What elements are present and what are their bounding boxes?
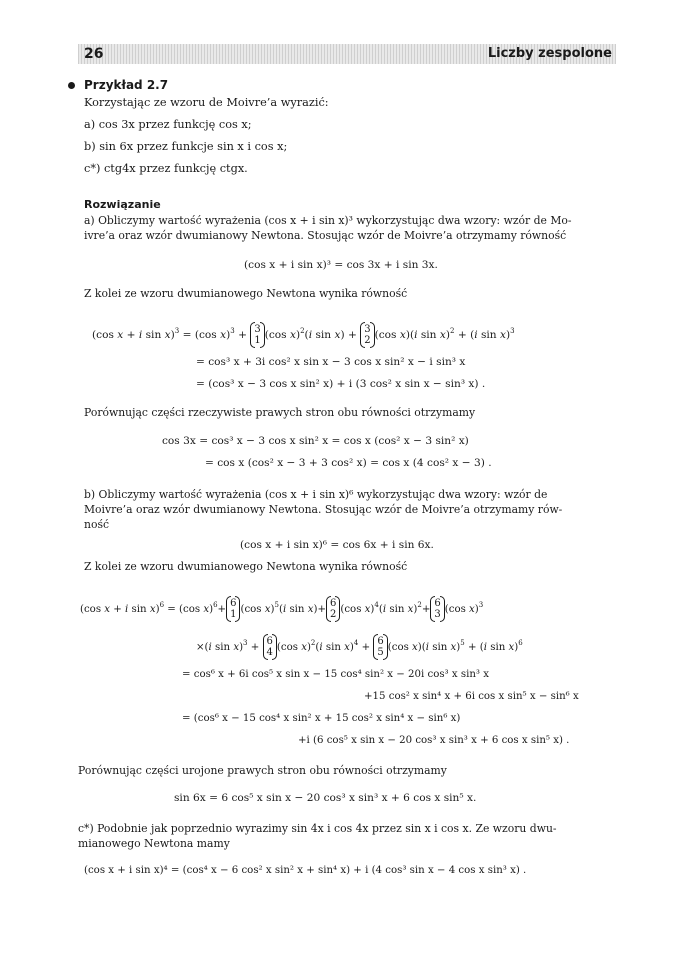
- example-title: Przykład 2.7: [84, 78, 169, 92]
- b-eq-2-line-4: +15 cos² x sin⁴ x + 6i cos x sin⁵ x − sin⁶ x: [364, 691, 579, 702]
- binomial-3-2: 3 2: [360, 324, 374, 346]
- binomial-3-1: 3 1: [250, 324, 264, 346]
- a-eq-3-line-1: cos 3x = cos³ x − 3 cos x sin² x = cos x (cos² x − 3 sin² x): [162, 435, 469, 447]
- binomial-6-2: 6 2: [326, 598, 340, 620]
- solution-heading: Rozwiązanie: [84, 198, 161, 211]
- binomial-6-3: 6 3: [430, 598, 444, 620]
- b-eq-2-line-1: (cos x + i sin x)$^6$ = (cos x)$^6$+ 6 1 (cos x)$^5$(i sin x)+ 6 2 (cos x)$^4$(i sin x)$^2$+ 6 3 (cos x)$^3$: [80, 598, 484, 620]
- b-text-4: Z kolei ze wzoru dwumianowego Newtona wynika równość: [84, 560, 408, 573]
- c-eq-1: (cos x + i sin x)⁴ = (cos⁴ x − 6 cos² x sin² x + sin⁴ x) + i (4 cos³ sin x − 4 cos x sin³ x) .: [84, 865, 527, 876]
- b-eq-2-line-6: +i (6 cos⁵ x sin x − 20 cos³ x sin³ x + 6 cos x sin⁵ x) .: [298, 735, 570, 746]
- example-item-a: a) cos 3x przez funkcję cos x;: [84, 118, 252, 131]
- c-text-1: c*) Podobnie jak poprzednio wyrazimy sin 4x i cos 4x przez sin x i cos x. Ze wzoru dwu-: [78, 822, 557, 835]
- a-text-2: ivre’a oraz wzór dwumianowy Newtona. Stosując wzór de Moivre’a otrzymamy równość: [84, 229, 567, 242]
- binomial-6-1: 6 1: [226, 598, 240, 620]
- c-text-2: mianowego Newtona mamy: [78, 837, 230, 850]
- a-eq-1: (cos x + i sin x)³ = cos 3x + i sin 3x.: [244, 259, 438, 271]
- example-intro: Korzystając ze wzoru de Moivre’a wyrazić:: [84, 96, 329, 109]
- b-text-5: Porównując części urojone prawych stron obu równości otrzymamy: [78, 764, 447, 777]
- page-number: 26: [84, 46, 104, 62]
- binomial-6-5: 6 5: [373, 636, 387, 658]
- bullet-icon: [68, 82, 75, 89]
- running-header: [78, 44, 616, 64]
- a-text-3: Z kolei ze wzoru dwumianowego Newtona wynika równość: [84, 287, 408, 300]
- b-text-2: Moivre’a oraz wzór dwumianowy Newtona. Stosując wzór de Moivre’a otrzymamy rów-: [84, 503, 563, 516]
- b-text-1: b) Obliczymy wartość wyrażenia (cos x + i sin x)⁶ wykorzystując dwa wzory: wzór de: [84, 488, 548, 501]
- b-eq-3: sin 6x = 6 cos⁵ x sin x − 20 cos³ x sin³ x + 6 cos x sin⁵ x.: [174, 792, 477, 804]
- b-eq-2-line-3: = cos⁶ x + 6i cos⁵ x sin x − 15 cos⁴ sin² x − 20i cos³ x sin³ x: [182, 669, 489, 680]
- b-eq-1: (cos x + i sin x)⁶ = cos 6x + i sin 6x.: [240, 539, 434, 551]
- example-item-b: b) sin 6x przez funkcje sin x i cos x;: [84, 140, 288, 153]
- a-eq-3-line-2: = cos x (cos² x − 3 + 3 cos² x) = cos x (4 cos² x − 3) .: [205, 457, 492, 469]
- chapter-title: Liczby zespolone: [487, 46, 612, 61]
- example-item-c: c*) ctg4x przez funkcję ctgx.: [84, 162, 248, 175]
- a-eq-2-line-2: = cos³ x + 3i cos² x sin x − 3 cos x sin² x − i sin³ x: [196, 356, 466, 368]
- a-text-4: Porównując części rzeczywiste prawych stron obu równości otrzymamy: [84, 406, 476, 419]
- a-eq-2-line-3: = (cos³ x − 3 cos x sin² x) + i (3 cos² x sin x − sin³ x) .: [196, 378, 486, 390]
- binomial-6-4: 6 4: [263, 636, 277, 658]
- b-eq-2-line-5: = (cos⁶ x − 15 cos⁴ x sin² x + 15 cos² x sin⁴ x − sin⁶ x): [182, 713, 461, 724]
- a-text-1: a) Obliczymy wartość wyrażenia (cos x + i sin x)³ wykorzystując dwa wzory: wzór de Mo-: [84, 214, 572, 227]
- a-eq-2-line-1: (cos x + i sin x)$^3$ = (cos x)$^3$ + 3 1 (cos x)$^2$(i sin x) + 3 2 (cos x)(i sin x)$^2$ + (i sin x)$^3$: [92, 324, 515, 346]
- b-eq-2-line-2: ×(i sin x)$^3$ + 6 4 (cos x)$^2$(i sin x)$^4$ + 6 5 (cos x)(i sin x)$^5$ + (i sin x)$^6$: [196, 636, 523, 658]
- b-text-3: ność: [84, 518, 110, 531]
